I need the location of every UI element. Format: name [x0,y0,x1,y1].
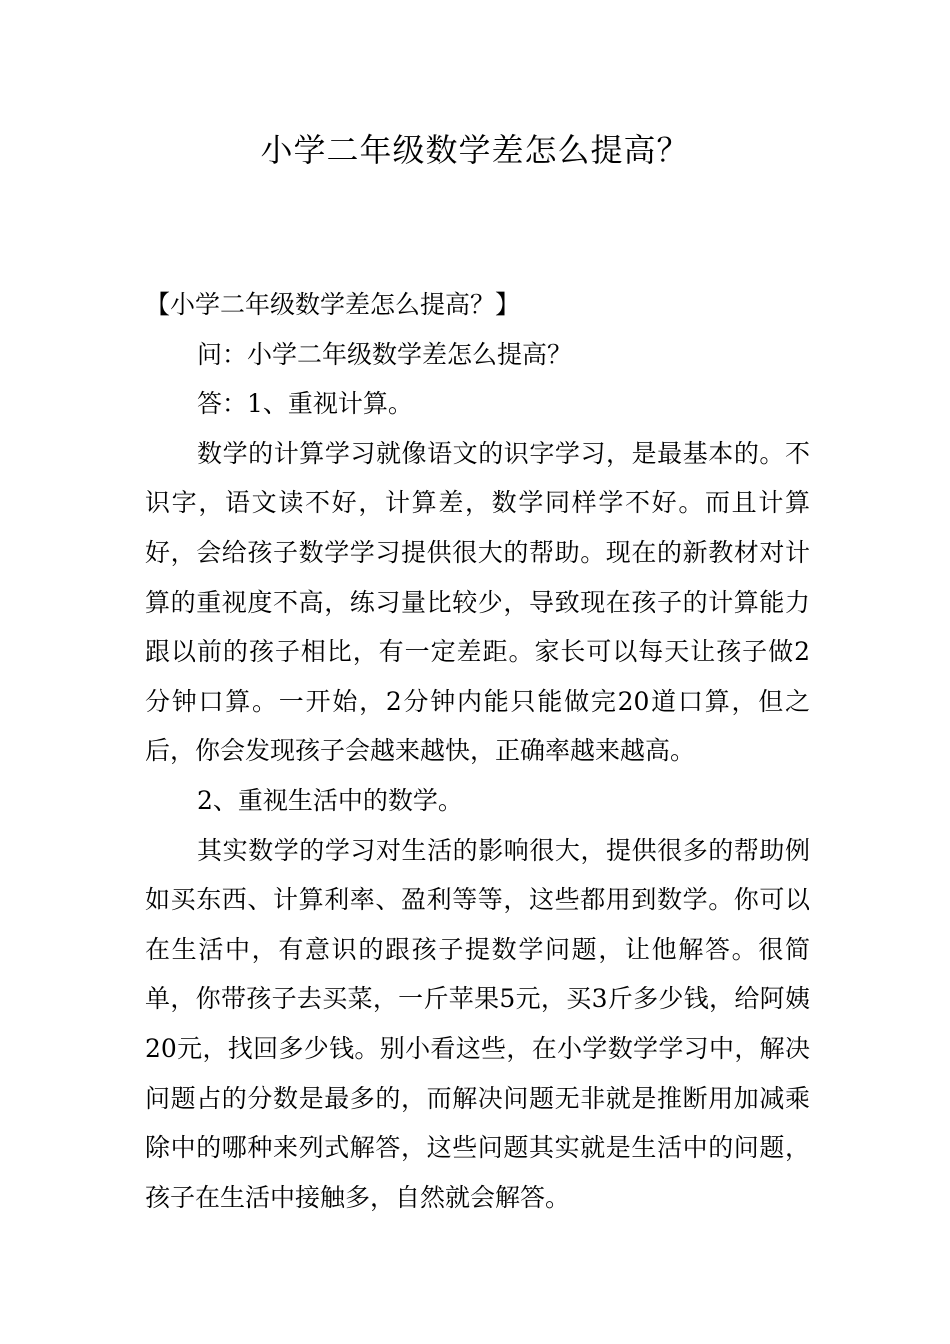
section-heading: 【小学二年级数学差怎么提高？】 [145,290,521,319]
document-title: 小学二年级数学差怎么提高？ [260,131,690,169]
question-paragraph: 问：小学二年级数学差怎么提高？ [197,339,573,369]
life-math-paragraph: 其实数学的学习对生活的影响很大，提供很多的帮助例如买东西、计算利率、盈利等等，这些都用到数学。你可以在生活中，有意识的跟孩子提数学问题，让他解答。很简单，你带孩子去买菜，一斤苹果5元，买3斤多少钱，给阿姨20元，找回多少钱。别小看这些，在小学数学学习中，解决问题占的分数是最多的，而解决问题无非就是推断用加减乘除中的哪种来列式解答，这些问题其实就是生活中的问题，孩子在生活中接触多，自然就会解答。 [145,835,810,1212]
document-body [145,280,810,1222]
answer-point-1-heading: 答：1、重视计算。 [197,389,413,419]
answer-point-2-heading: 2、重视生活中的数学。 [197,785,463,815]
calculation-paragraph: 数学的计算学习就像语文的识字学习，是最基本的。不识字，语文读不好，计算差，数学同样学不好。而且计算好，会给孩子数学学习提供很大的帮助。现在的新教材对计算的重视度不高，练习量比较少，导致现在孩子的计算能力跟以前的孩子相比，有一定差距。家长可以每天让孩子做2分钟口算。一开始，2分钟内能只能做完20道口算，但之后，你会发现孩子会越来越快，正确率越来越高。 [145,438,810,766]
